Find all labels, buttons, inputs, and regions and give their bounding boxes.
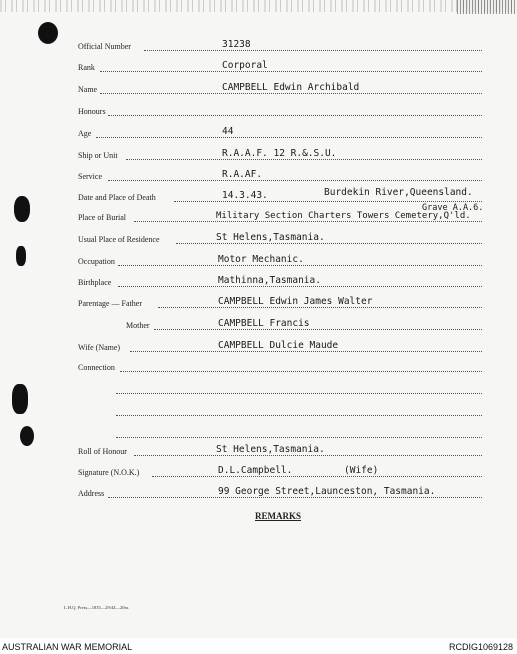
field-label: Place of Burial [78, 213, 126, 222]
dotted-line [144, 50, 482, 51]
field-value: Mathinna,Tasmania. [218, 275, 321, 286]
field-label: Date and Place of Death [78, 193, 156, 202]
field-occupation [78, 252, 482, 268]
dotted-line [120, 371, 482, 372]
field-signature [78, 463, 482, 479]
dotted-line [134, 221, 482, 222]
field-label: Signature (N.O.K.) [78, 468, 140, 477]
field-label: Connection [78, 363, 115, 372]
field-label: Honours [78, 107, 106, 116]
dotted-line [108, 180, 482, 181]
field-mother [126, 316, 482, 332]
dotted-line [116, 393, 482, 394]
punch-hole [38, 22, 58, 44]
connection-line [116, 424, 482, 440]
dotted-line [108, 115, 482, 116]
field-honours [78, 102, 482, 118]
dotted-line [126, 159, 482, 160]
scan-edge-noise [0, 0, 517, 12]
dotted-line [118, 265, 482, 266]
field-value: 31238 [222, 39, 251, 50]
field-connection [78, 358, 482, 374]
punch-hole [12, 384, 28, 414]
dotted-line [116, 415, 482, 416]
field-value-place: Burdekin River,Queensland. [324, 187, 473, 198]
archive-footer [0, 640, 517, 654]
dotted-line [108, 497, 482, 498]
field-value: St Helens,Tasmania. [216, 232, 325, 243]
field-birthplace [78, 273, 482, 289]
field-value: CAMPBELL Edwin Archibald [222, 82, 360, 93]
dotted-line [130, 351, 482, 352]
footer-record-id: RCDIG1069128 [448, 642, 513, 652]
field-value: CAMPBELL Edwin James Walter [218, 296, 373, 307]
field-value: R.A.A.F. 12 R.&.S.U. [222, 148, 337, 159]
field-value: 99 George Street,Launceston, Tasmania. [218, 486, 436, 497]
field-label: Occupation [78, 257, 115, 266]
dotted-line [134, 455, 482, 456]
field-residence [78, 230, 482, 246]
field-label: Official Number [78, 42, 131, 51]
field-value-relation: (Wife) [344, 465, 379, 476]
field-value: St Helens,Tasmania. [216, 444, 325, 455]
field-label: Age [78, 129, 92, 138]
dotted-line [100, 93, 482, 94]
field-label: Name [78, 85, 98, 94]
field-wife [78, 338, 482, 354]
field-date-place-death [78, 188, 482, 204]
field-value: D.L.Campbell. [218, 465, 293, 476]
remarks-heading: REMARKS [255, 511, 302, 521]
field-label: Usual Place of Residence [78, 235, 160, 244]
field-ship-or-unit [78, 146, 482, 162]
field-age [78, 124, 482, 140]
field-official-number [78, 37, 482, 53]
dotted-line [116, 437, 482, 438]
dotted-line [176, 243, 482, 244]
field-address [78, 484, 482, 500]
dotted-line [118, 286, 482, 287]
connection-line [116, 380, 482, 396]
field-label: Ship or Unit [78, 151, 118, 160]
field-name [78, 80, 482, 96]
field-label: Mother [126, 321, 150, 330]
dotted-line [100, 71, 482, 72]
field-label: Birthplace [78, 278, 112, 287]
field-label: Roll of Honour [78, 447, 127, 456]
field-label: Parentage — Father [78, 299, 142, 308]
footer-institution: AUSTRALIAN WAR MEMORIAL [2, 642, 133, 652]
field-service [78, 167, 482, 183]
field-label: Rank [78, 63, 95, 72]
field-value: Motor Mechanic. [218, 254, 304, 265]
field-value: Corporal [222, 60, 268, 71]
scan-corner-noise [457, 0, 517, 14]
dotted-line [154, 329, 482, 330]
field-value: CAMPBELL Francis [218, 318, 310, 329]
dotted-line [152, 476, 482, 477]
field-value: Military Section Charters Towers Cemetery,Q'ld. [216, 211, 471, 221]
dotted-line [158, 307, 482, 308]
connection-line [116, 402, 482, 418]
punch-hole [20, 426, 34, 446]
field-label: Address [78, 489, 105, 498]
field-value: R.A.AF. [222, 169, 263, 180]
field-place-burial [78, 203, 484, 224]
field-value: CAMPBELL Dulcie Maude [218, 340, 339, 351]
dotted-line [96, 137, 482, 138]
printer-imprint: L.H.Q. Press—1835—29/44—20m. [64, 605, 130, 610]
field-label: Wife (Name) [78, 343, 121, 352]
field-value-grave: Grave A.A.6. [422, 203, 484, 213]
field-value: 14.3.43. [222, 190, 268, 201]
field-roll-of-honour [78, 442, 482, 458]
punch-hole [14, 196, 30, 222]
field-rank [78, 58, 482, 74]
field-label: Service [78, 172, 102, 181]
field-value: 44 [222, 126, 234, 137]
field-father [78, 294, 482, 310]
dotted-line [174, 201, 482, 202]
punch-hole [16, 246, 26, 266]
